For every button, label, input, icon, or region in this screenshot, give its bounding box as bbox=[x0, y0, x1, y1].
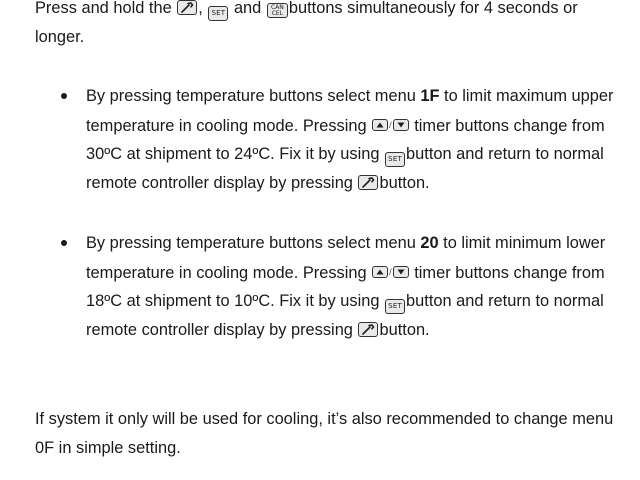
bullet1-text: By pressing temperature buttons select menu bbox=[86, 87, 421, 105]
cancel-label-bottom: CEL bbox=[271, 10, 284, 17]
bullet2-line-3 bbox=[86, 291, 604, 311]
bullet2-text: By pressing temperature buttons select menu bbox=[86, 234, 421, 252]
bullet2-text: 18ºC at shipment to 10ºC. Fix it by using bbox=[86, 292, 385, 310]
wrench-button-icon bbox=[177, 0, 197, 15]
menu-code-20: 20 bbox=[420, 234, 439, 252]
arrow-up-button-icon bbox=[372, 266, 388, 278]
bullet2-text: timer buttons change from bbox=[409, 264, 605, 282]
bullet1-text: 30ºC at shipment to 24ºC. Fix it by using bbox=[86, 145, 385, 163]
bullet1-text: temperature in cooling mode. Pressing bbox=[86, 117, 372, 135]
intro-text-press: Press and hold the bbox=[35, 0, 172, 17]
intro-text-and: and bbox=[233, 0, 262, 17]
bullet1-line-1 bbox=[86, 86, 613, 106]
bullet1-text: timer buttons change from bbox=[409, 117, 605, 135]
set-button-icon: SET bbox=[385, 152, 405, 167]
bullet1-line-3 bbox=[86, 144, 604, 164]
bullet2-line-4 bbox=[86, 320, 430, 340]
bullet-marker bbox=[61, 93, 67, 99]
arrow-down-button-icon bbox=[393, 266, 409, 278]
set-button-icon: SET bbox=[385, 299, 405, 314]
bullet2-text: temperature in cooling mode. Pressing bbox=[86, 264, 372, 282]
bullet2-text: remote controller display by pressing bbox=[86, 321, 358, 339]
arrow-down-button-icon bbox=[393, 119, 409, 131]
wrench-button-icon bbox=[358, 322, 378, 337]
intro-comma: , bbox=[198, 0, 203, 17]
cancel-button-icon bbox=[267, 3, 288, 18]
outro-line-1: If system it only will be used for cooling, it’s also recommended to change menu bbox=[35, 410, 614, 428]
arrow-separator: / bbox=[389, 120, 392, 130]
bullet1-text: button. bbox=[379, 174, 430, 192]
bullet2-line-2 bbox=[86, 262, 605, 282]
bullet2-text: to limit minimum lower bbox=[438, 234, 606, 252]
set-button-icon: SET bbox=[208, 6, 228, 21]
bullet1-text: to limit maximum upper bbox=[439, 87, 614, 105]
arrow-up-button-icon bbox=[372, 119, 388, 131]
cancel-label-top: CAN bbox=[270, 4, 284, 11]
bullet2-text: button. bbox=[379, 321, 430, 339]
intro-line-2: longer. bbox=[35, 28, 85, 46]
bullet1-line-4 bbox=[86, 173, 430, 193]
outro-line-2: 0F in simple setting. bbox=[35, 439, 181, 457]
intro-line-1 bbox=[35, 0, 578, 18]
bullet2-line-1 bbox=[86, 233, 605, 253]
arrow-separator: / bbox=[389, 267, 392, 277]
bullet-marker bbox=[61, 240, 67, 246]
intro-text-buttons: buttons simultaneously for 4 seconds or bbox=[288, 0, 578, 17]
menu-code-1f: 1F bbox=[420, 87, 440, 105]
bullet1-text: button and return to normal bbox=[406, 145, 604, 163]
bullet1-text: remote controller display by pressing bbox=[86, 174, 358, 192]
bullet1-line-2 bbox=[86, 115, 605, 135]
bullet2-text: button and return to normal bbox=[406, 292, 604, 310]
wrench-button-icon bbox=[358, 175, 378, 190]
